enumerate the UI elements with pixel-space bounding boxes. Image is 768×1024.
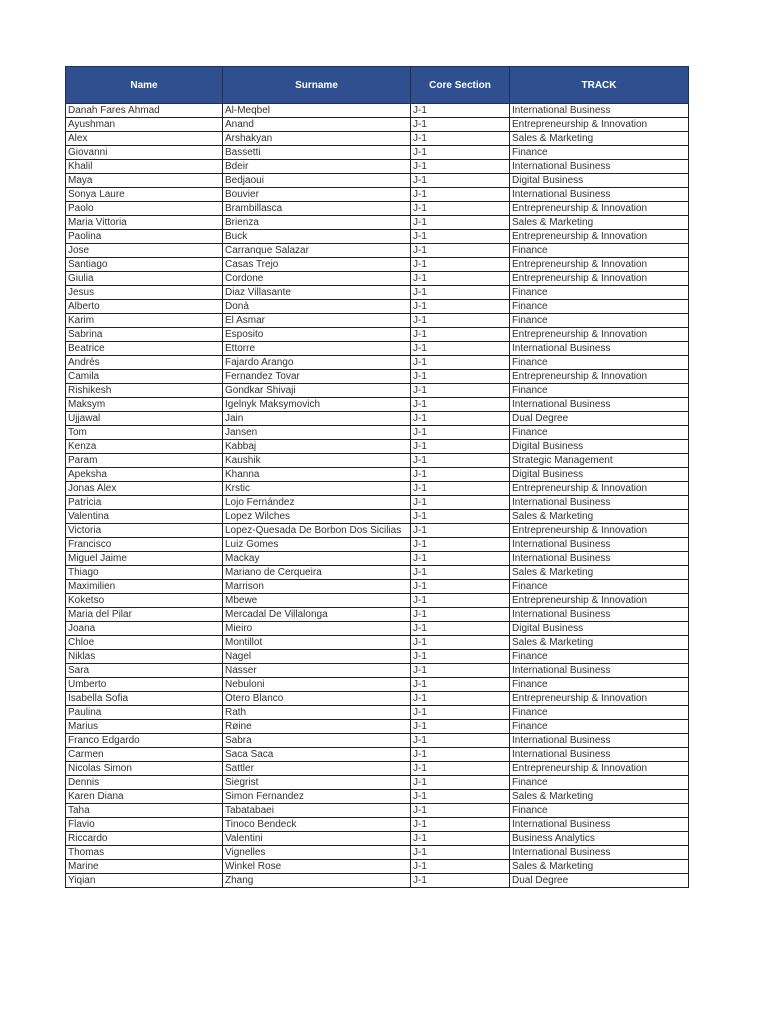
- cell-name: Param: [66, 454, 223, 468]
- table-row: [66, 678, 689, 692]
- cell-name: Danah Fares Ahmad: [66, 104, 223, 118]
- cell-core-section: J-1: [411, 426, 510, 440]
- table-row: [66, 426, 689, 440]
- cell-track: Finance: [510, 146, 689, 160]
- cell-name: Jose: [66, 244, 223, 258]
- cell-surname: Bassetti: [223, 146, 411, 160]
- cell-name: Ujjawal: [66, 412, 223, 426]
- table-row: [66, 160, 689, 174]
- cell-surname: El Asmar: [223, 314, 411, 328]
- cell-name: Thiago: [66, 566, 223, 580]
- table-row: [66, 706, 689, 720]
- cell-core-section: J-1: [411, 762, 510, 776]
- student-roster-table: [65, 66, 689, 888]
- cell-name: Alex: [66, 132, 223, 146]
- table-row: [66, 580, 689, 594]
- cell-core-section: J-1: [411, 188, 510, 202]
- cell-name: Paolo: [66, 202, 223, 216]
- table-row: [66, 874, 689, 888]
- cell-core-section: J-1: [411, 328, 510, 342]
- table-row: [66, 692, 689, 706]
- table-row: [66, 636, 689, 650]
- cell-track: Dual Degree: [510, 874, 689, 888]
- cell-surname: Brienza: [223, 216, 411, 230]
- cell-track: Sales & Marketing: [510, 132, 689, 146]
- table-row: [66, 104, 689, 118]
- cell-name: Karim: [66, 314, 223, 328]
- cell-track: Sales & Marketing: [510, 636, 689, 650]
- cell-core-section: J-1: [411, 132, 510, 146]
- cell-surname: Simon Fernandez: [223, 790, 411, 804]
- cell-core-section: J-1: [411, 412, 510, 426]
- cell-core-section: J-1: [411, 706, 510, 720]
- cell-name: Maria Vittoria: [66, 216, 223, 230]
- cell-name: Dennis: [66, 776, 223, 790]
- cell-core-section: J-1: [411, 636, 510, 650]
- table-row: [66, 846, 689, 860]
- cell-name: Victoria: [66, 524, 223, 538]
- cell-core-section: J-1: [411, 272, 510, 286]
- cell-name: Thomas: [66, 846, 223, 860]
- table-row: [66, 146, 689, 160]
- cell-core-section: J-1: [411, 398, 510, 412]
- cell-core-section: J-1: [411, 748, 510, 762]
- cell-surname: Vignelles: [223, 846, 411, 860]
- table-body: [66, 104, 689, 888]
- cell-surname: Carranque Salazar: [223, 244, 411, 258]
- table-row: [66, 342, 689, 356]
- cell-name: Joana: [66, 622, 223, 636]
- cell-track: International Business: [510, 496, 689, 510]
- cell-core-section: J-1: [411, 734, 510, 748]
- table-header: [66, 67, 689, 104]
- cell-track: Finance: [510, 706, 689, 720]
- cell-name: Beatrice: [66, 342, 223, 356]
- table-row: [66, 300, 689, 314]
- cell-track: International Business: [510, 664, 689, 678]
- cell-surname: Otero Blanco: [223, 692, 411, 706]
- cell-track: Finance: [510, 678, 689, 692]
- cell-core-section: J-1: [411, 552, 510, 566]
- cell-surname: Tinoco Bendeck: [223, 818, 411, 832]
- cell-surname: Jansen: [223, 426, 411, 440]
- cell-core-section: J-1: [411, 594, 510, 608]
- table-row: [66, 314, 689, 328]
- cell-surname: Nebuloni: [223, 678, 411, 692]
- cell-track: Finance: [510, 804, 689, 818]
- cell-name: Giulia: [66, 272, 223, 286]
- cell-name: Umberto: [66, 678, 223, 692]
- table-row: [66, 804, 689, 818]
- cell-track: International Business: [510, 734, 689, 748]
- cell-name: Maksym: [66, 398, 223, 412]
- cell-name: Niklas: [66, 650, 223, 664]
- cell-core-section: J-1: [411, 356, 510, 370]
- cell-name: Ayushman: [66, 118, 223, 132]
- cell-track: Business Analytics: [510, 832, 689, 846]
- cell-surname: Lopez-Quesada De Borbon Dos Sicilias: [223, 524, 411, 538]
- cell-name: Karen Diana: [66, 790, 223, 804]
- cell-surname: Mercadal De Villalonga: [223, 608, 411, 622]
- cell-core-section: J-1: [411, 832, 510, 846]
- table-row: [66, 440, 689, 454]
- cell-surname: Mbewe: [223, 594, 411, 608]
- cell-track: Sales & Marketing: [510, 860, 689, 874]
- cell-core-section: J-1: [411, 216, 510, 230]
- header-surname: Surname: [223, 67, 411, 104]
- cell-track: Finance: [510, 356, 689, 370]
- cell-core-section: J-1: [411, 104, 510, 118]
- cell-track: Strategic Management: [510, 454, 689, 468]
- cell-track: Finance: [510, 314, 689, 328]
- cell-surname: Marrison: [223, 580, 411, 594]
- cell-surname: Kaushik: [223, 454, 411, 468]
- table-row: [66, 650, 689, 664]
- cell-surname: Diaz Villasante: [223, 286, 411, 300]
- table-row: [66, 860, 689, 874]
- cell-track: Finance: [510, 286, 689, 300]
- cell-name: Andrés: [66, 356, 223, 370]
- cell-name: Flavio: [66, 818, 223, 832]
- cell-track: Entrepreneurship & Innovation: [510, 594, 689, 608]
- cell-track: International Business: [510, 188, 689, 202]
- cell-track: International Business: [510, 342, 689, 356]
- cell-core-section: J-1: [411, 202, 510, 216]
- cell-name: Francisco: [66, 538, 223, 552]
- cell-surname: Donà: [223, 300, 411, 314]
- cell-name: Sonya Laure: [66, 188, 223, 202]
- cell-name: Camila: [66, 370, 223, 384]
- table-row: [66, 510, 689, 524]
- cell-core-section: J-1: [411, 440, 510, 454]
- cell-core-section: J-1: [411, 510, 510, 524]
- cell-core-section: J-1: [411, 608, 510, 622]
- cell-surname: Buck: [223, 230, 411, 244]
- cell-surname: Anand: [223, 118, 411, 132]
- cell-core-section: J-1: [411, 692, 510, 706]
- table-row: [66, 272, 689, 286]
- table-row: [66, 496, 689, 510]
- cell-track: Entrepreneurship & Innovation: [510, 230, 689, 244]
- cell-core-section: J-1: [411, 580, 510, 594]
- table-row: [66, 244, 689, 258]
- cell-track: Finance: [510, 650, 689, 664]
- cell-name: Marius: [66, 720, 223, 734]
- cell-track: Sales & Marketing: [510, 510, 689, 524]
- cell-surname: Fajardo Arango: [223, 356, 411, 370]
- cell-surname: Mariano de Cerqueira: [223, 566, 411, 580]
- table-row: [66, 594, 689, 608]
- table-row: [66, 188, 689, 202]
- cell-surname: Nagel: [223, 650, 411, 664]
- cell-core-section: J-1: [411, 622, 510, 636]
- table-row: [66, 762, 689, 776]
- table-row: [66, 468, 689, 482]
- cell-track: International Business: [510, 552, 689, 566]
- cell-core-section: J-1: [411, 370, 510, 384]
- header-name: Name: [66, 67, 223, 104]
- table-row: [66, 286, 689, 300]
- cell-track: Entrepreneurship & Innovation: [510, 692, 689, 706]
- cell-name: Nicolas Simon: [66, 762, 223, 776]
- cell-track: Finance: [510, 300, 689, 314]
- cell-surname: Rath: [223, 706, 411, 720]
- cell-track: International Business: [510, 160, 689, 174]
- table-row: [66, 412, 689, 426]
- table-row: [66, 174, 689, 188]
- cell-surname: Luiz Gomes: [223, 538, 411, 552]
- cell-track: Digital Business: [510, 622, 689, 636]
- cell-track: Finance: [510, 580, 689, 594]
- cell-core-section: J-1: [411, 566, 510, 580]
- cell-surname: Zhang: [223, 874, 411, 888]
- cell-name: Marine: [66, 860, 223, 874]
- cell-name: Miguel Jaime: [66, 552, 223, 566]
- cell-track: Sales & Marketing: [510, 790, 689, 804]
- cell-surname: Fernandez Tovar: [223, 370, 411, 384]
- cell-name: Khalil: [66, 160, 223, 174]
- cell-surname: Kabbaj: [223, 440, 411, 454]
- cell-name: Maximilien: [66, 580, 223, 594]
- cell-core-section: J-1: [411, 664, 510, 678]
- cell-core-section: J-1: [411, 818, 510, 832]
- cell-core-section: J-1: [411, 804, 510, 818]
- cell-name: Sara: [66, 664, 223, 678]
- cell-track: Finance: [510, 776, 689, 790]
- table-row: [66, 538, 689, 552]
- table-row: [66, 118, 689, 132]
- cell-core-section: J-1: [411, 720, 510, 734]
- cell-name: Isabella Sofia: [66, 692, 223, 706]
- cell-surname: Al-Meqbel: [223, 104, 411, 118]
- cell-name: Giovanni: [66, 146, 223, 160]
- cell-core-section: J-1: [411, 776, 510, 790]
- cell-core-section: J-1: [411, 482, 510, 496]
- cell-track: International Business: [510, 608, 689, 622]
- cell-core-section: J-1: [411, 258, 510, 272]
- table-row: [66, 482, 689, 496]
- table-row: [66, 622, 689, 636]
- cell-core-section: J-1: [411, 314, 510, 328]
- table-row: [66, 398, 689, 412]
- cell-core-section: J-1: [411, 496, 510, 510]
- table-row: [66, 818, 689, 832]
- cell-core-section: J-1: [411, 524, 510, 538]
- cell-surname: Ettorre: [223, 342, 411, 356]
- table-row: [66, 202, 689, 216]
- cell-surname: Winkel Rose: [223, 860, 411, 874]
- cell-surname: Valentini: [223, 832, 411, 846]
- cell-surname: Lojo Fernández: [223, 496, 411, 510]
- cell-name: Patricia: [66, 496, 223, 510]
- table-row: [66, 832, 689, 846]
- cell-surname: Tabatabaei: [223, 804, 411, 818]
- cell-name: Valentina: [66, 510, 223, 524]
- table-row: [66, 370, 689, 384]
- cell-surname: Lopez Wilches: [223, 510, 411, 524]
- table-row: [66, 790, 689, 804]
- cell-name: Tom: [66, 426, 223, 440]
- cell-name: Riccardo: [66, 832, 223, 846]
- table-row: [66, 552, 689, 566]
- table-row: [66, 776, 689, 790]
- cell-surname: Bedjaoui: [223, 174, 411, 188]
- table-row: [66, 216, 689, 230]
- cell-surname: Saca Saca: [223, 748, 411, 762]
- cell-name: Franco Edgardo: [66, 734, 223, 748]
- cell-track: Finance: [510, 426, 689, 440]
- cell-track: Entrepreneurship & Innovation: [510, 258, 689, 272]
- cell-surname: Mieiro: [223, 622, 411, 636]
- table-row: [66, 384, 689, 398]
- cell-core-section: J-1: [411, 468, 510, 482]
- table-row: [66, 748, 689, 762]
- cell-track: Finance: [510, 384, 689, 398]
- cell-surname: Igelnyk Maksymovich: [223, 398, 411, 412]
- cell-surname: Casas Trejo: [223, 258, 411, 272]
- cell-name: Paolina: [66, 230, 223, 244]
- cell-track: Entrepreneurship & Innovation: [510, 272, 689, 286]
- cell-core-section: J-1: [411, 678, 510, 692]
- cell-track: Entrepreneurship & Innovation: [510, 524, 689, 538]
- cell-track: Digital Business: [510, 174, 689, 188]
- cell-track: Digital Business: [510, 440, 689, 454]
- cell-track: International Business: [510, 398, 689, 412]
- cell-surname: Montillot: [223, 636, 411, 650]
- cell-surname: Cordone: [223, 272, 411, 286]
- cell-name: Sabrina: [66, 328, 223, 342]
- cell-name: Jonas Alex: [66, 482, 223, 496]
- table-row: [66, 230, 689, 244]
- cell-track: Entrepreneurship & Innovation: [510, 118, 689, 132]
- cell-core-section: J-1: [411, 846, 510, 860]
- cell-name: Santiago: [66, 258, 223, 272]
- cell-track: Finance: [510, 720, 689, 734]
- cell-name: Taha: [66, 804, 223, 818]
- cell-surname: Siegrist: [223, 776, 411, 790]
- cell-surname: Nasser: [223, 664, 411, 678]
- cell-track: International Business: [510, 538, 689, 552]
- cell-core-section: J-1: [411, 160, 510, 174]
- cell-surname: Bouvier: [223, 188, 411, 202]
- cell-track: International Business: [510, 748, 689, 762]
- cell-surname: Sabra: [223, 734, 411, 748]
- cell-core-section: J-1: [411, 860, 510, 874]
- cell-track: Entrepreneurship & Innovation: [510, 482, 689, 496]
- cell-name: Kenza: [66, 440, 223, 454]
- cell-name: Maya: [66, 174, 223, 188]
- cell-surname: Esposito: [223, 328, 411, 342]
- cell-name: Alberto: [66, 300, 223, 314]
- cell-name: Jesus: [66, 286, 223, 300]
- cell-surname: Mackay: [223, 552, 411, 566]
- cell-track: International Business: [510, 818, 689, 832]
- cell-core-section: J-1: [411, 300, 510, 314]
- cell-core-section: J-1: [411, 174, 510, 188]
- cell-track: Dual Degree: [510, 412, 689, 426]
- cell-core-section: J-1: [411, 118, 510, 132]
- header-core-section: Core Section: [411, 67, 510, 104]
- cell-name: Carmen: [66, 748, 223, 762]
- cell-core-section: J-1: [411, 874, 510, 888]
- cell-track: Entrepreneurship & Innovation: [510, 328, 689, 342]
- cell-core-section: J-1: [411, 538, 510, 552]
- cell-name: Apeksha: [66, 468, 223, 482]
- cell-name: Koketso: [66, 594, 223, 608]
- cell-name: Chloe: [66, 636, 223, 650]
- cell-core-section: J-1: [411, 146, 510, 160]
- cell-surname: Krstic: [223, 482, 411, 496]
- cell-surname: Sattler: [223, 762, 411, 776]
- table-row: [66, 132, 689, 146]
- table-row: [66, 454, 689, 468]
- cell-core-section: J-1: [411, 650, 510, 664]
- table-row: [66, 328, 689, 342]
- cell-surname: Røine: [223, 720, 411, 734]
- cell-track: International Business: [510, 846, 689, 860]
- table-row: [66, 664, 689, 678]
- cell-core-section: J-1: [411, 230, 510, 244]
- cell-core-section: J-1: [411, 384, 510, 398]
- table-row: [66, 566, 689, 580]
- cell-core-section: J-1: [411, 342, 510, 356]
- cell-core-section: J-1: [411, 454, 510, 468]
- cell-name: Yiqian: [66, 874, 223, 888]
- cell-track: International Business: [510, 104, 689, 118]
- cell-surname: Gondkar Shivaji: [223, 384, 411, 398]
- cell-surname: Jain: [223, 412, 411, 426]
- cell-track: Entrepreneurship & Innovation: [510, 202, 689, 216]
- cell-track: Digital Business: [510, 468, 689, 482]
- cell-surname: Bdeir: [223, 160, 411, 174]
- cell-surname: Brambillasca: [223, 202, 411, 216]
- table-row: [66, 720, 689, 734]
- cell-core-section: J-1: [411, 286, 510, 300]
- cell-track: Sales & Marketing: [510, 566, 689, 580]
- cell-name: Rishikesh: [66, 384, 223, 398]
- cell-surname: Khanna: [223, 468, 411, 482]
- header-track: TRACK: [510, 67, 689, 104]
- cell-core-section: J-1: [411, 790, 510, 804]
- cell-name: Paulina: [66, 706, 223, 720]
- cell-track: Finance: [510, 244, 689, 258]
- cell-track: Entrepreneurship & Innovation: [510, 370, 689, 384]
- table-row: [66, 608, 689, 622]
- cell-core-section: J-1: [411, 244, 510, 258]
- table-row: [66, 356, 689, 370]
- cell-surname: Arshakyan: [223, 132, 411, 146]
- cell-track: Entrepreneurship & Innovation: [510, 762, 689, 776]
- table-row: [66, 524, 689, 538]
- table-row: [66, 734, 689, 748]
- table-row: [66, 258, 689, 272]
- header-row: [66, 67, 689, 104]
- cell-track: Sales & Marketing: [510, 216, 689, 230]
- cell-name: Maria del Pilar: [66, 608, 223, 622]
